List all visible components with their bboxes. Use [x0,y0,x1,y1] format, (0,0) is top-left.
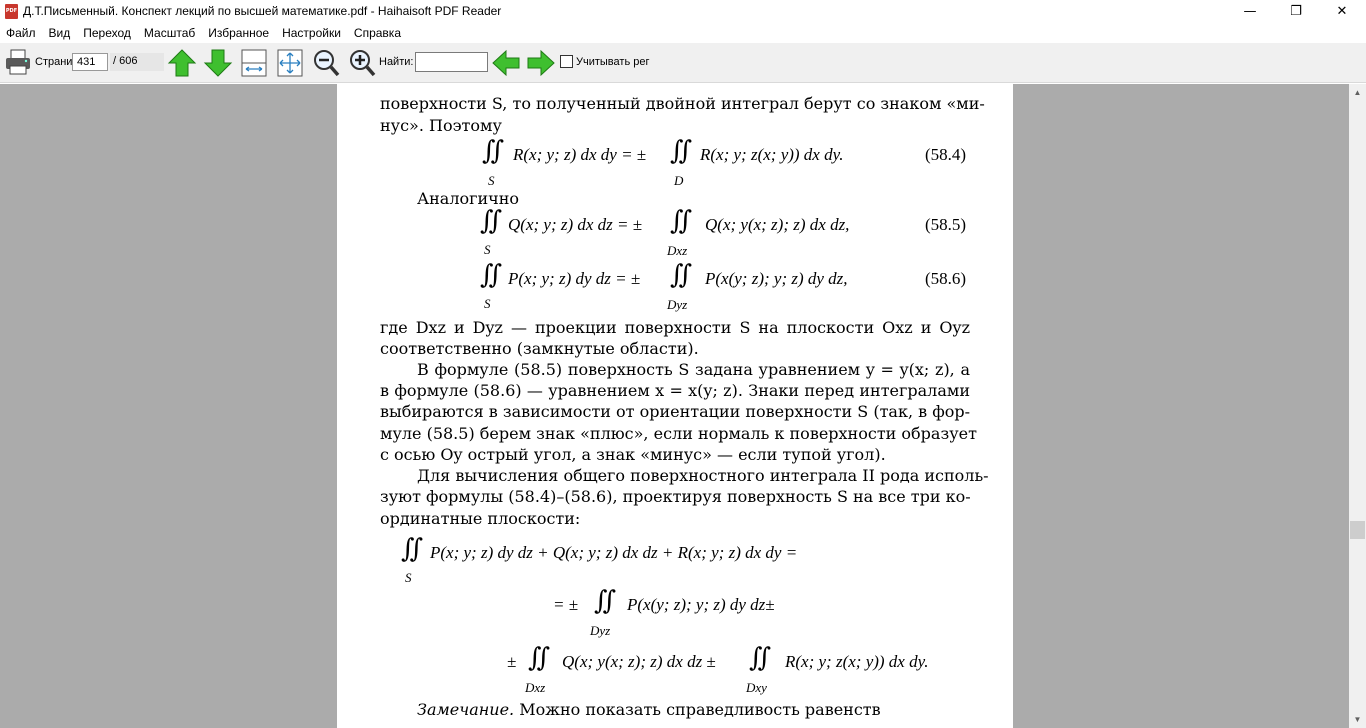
equation-text: Q(x; y; z) dx dz = ± [508,215,643,234]
equation-text: = ± [553,595,579,614]
text-line [417,699,881,720]
equation-number: (58.6) [925,269,967,288]
equation-number: (58.5) [925,215,967,234]
text-line: муле (58.5) берем знак «плюс», если нормаль к поверхности образует [380,424,977,443]
text-line: Аналогично [417,189,520,208]
page-number-input[interactable] [72,53,108,71]
arrow-right-icon[interactable] [526,48,556,78]
integral-subscript: Dyz [667,297,688,312]
text-line: в формуле (58.6) — уравнением x = x(y; z). Знаки перед интегралами [380,381,970,400]
equation-text: P(x(y; z); y; z) dy dz, [705,269,848,288]
menu-favorites[interactable]: Избранное [208,26,270,40]
arrow-up-icon[interactable] [167,48,197,78]
menu-file[interactable]: Файл [6,26,36,40]
pdf-page [337,84,1013,728]
text-line: нус». Поэтому [380,116,502,135]
equation-text: P(x; y; z) dy dz = ± [508,269,641,288]
scroll-up-icon[interactable]: ▲ [1353,88,1362,97]
page-label: Страни [35,56,72,68]
document-viewer[interactable] [0,84,1349,728]
scroll-down-icon[interactable]: ▼ [1353,715,1362,724]
equation-number: (58.4) [925,145,967,164]
printer-icon[interactable] [4,48,32,76]
fit-width-icon[interactable] [239,48,269,78]
maximize-button[interactable]: ❐ [1290,4,1302,19]
text-line: с осью Oy острый угол, а знак «минус» — если тупой угол). [380,445,886,464]
integral-subscript: S [405,570,412,585]
double-integral-sign: ∬ [401,534,424,564]
find-input[interactable] [415,52,488,72]
text-line: соответственно (замкнутые области). [380,339,699,358]
menu-bar [0,23,1366,43]
menu-zoom[interactable]: Масштаб [143,26,196,40]
scrollbar-thumb[interactable] [1350,521,1365,539]
integral-subscript: S [488,173,495,188]
close-button[interactable]: ✕ [1336,4,1348,19]
equation-text: Q(x; y(x; z); z) dx dz, [705,215,850,234]
integral-subscript: Dxz [667,243,688,258]
vertical-scrollbar[interactable] [1349,84,1366,728]
double-integral-sign: ∬ [480,206,503,236]
text-line: поверхности S, то полученный двойной интеграл берут со знаком «ми- [380,94,985,113]
equation-text: P(x; y; z) dy dz + Q(x; y; z) dx dz + R(x; y; z) dx dy = [430,543,798,562]
arrow-down-icon[interactable] [203,48,233,78]
text-line: ординатные плоскости: [380,509,581,528]
zoom-in-icon[interactable] [347,48,377,78]
integral-subscript: S [484,296,491,311]
integral-subscript: D [674,173,684,188]
text-line: Для вычисления общего поверхностного интеграла II рода исполь- [417,466,989,485]
text-line: выбираются в зависимости от ориентации поверхности S (так, в фор- [380,402,971,421]
match-case-checkbox[interactable] [560,55,573,68]
title-bar [0,0,1366,23]
match-case-label: Учитывать рег [576,56,650,68]
window-title: Д.Т.Письменный. Конспект лекций по высшей математике.pdf - Haihaisoft PDF Reader [23,4,502,18]
equation-text: R(x; y; z) dx dy = ± [513,145,647,164]
integral-subscript: Dyz [590,623,611,638]
double-integral-sign: ∬ [749,643,772,673]
double-integral-sign: ∬ [480,260,503,290]
equation-text: P(x(y; z); y; z) dy dz± [627,595,775,614]
remark-heading: Замечание. [417,700,515,719]
text-line: где Dxz и Dyz — проекции поверхности S на плоскости Oxz и Oyz [380,318,970,337]
equation-text: R(x; y; z(x; y)) dx dy. [700,145,844,164]
menu-view[interactable]: Вид [48,26,71,40]
integral-subscript: Dxz [525,680,546,695]
double-integral-sign: ∬ [528,643,551,673]
toolbar [0,43,1366,83]
double-integral-sign: ∬ [482,136,505,166]
remark-text: Можно показать справедливость равенств [514,700,881,719]
text-line: В формуле (58.5) поверхность S задана уравнением y = y(x; z), а [417,360,970,379]
integral-subscript: S [484,242,491,257]
double-integral-sign: ∬ [594,586,617,616]
equation-text: ± [507,652,517,671]
minimize-button[interactable]: — [1243,4,1257,19]
menu-settings[interactable]: Настройки [282,26,341,40]
zoom-out-icon[interactable] [311,48,341,78]
page-total: / 606 [110,53,164,71]
arrow-left-icon[interactable] [491,48,521,78]
integral-subscript: Dxy [746,680,767,695]
fit-page-icon[interactable] [275,48,305,78]
text-line: зуют формулы (58.4)–(58.6), проектируя поверхность S на все три ко- [380,487,971,506]
double-integral-sign: ∬ [670,260,693,290]
pdf-app-icon [5,4,18,19]
double-integral-sign: ∬ [670,206,693,236]
equation-text: R(x; y; z(x; y)) dx dy. [785,652,929,671]
equation-text: Q(x; y(x; z); z) dx dz ± [562,652,716,671]
double-integral-sign: ∬ [670,136,693,166]
find-label: Найти: [379,56,414,68]
menu-help[interactable]: Справка [353,26,401,40]
menu-go[interactable]: Переход [83,26,131,40]
